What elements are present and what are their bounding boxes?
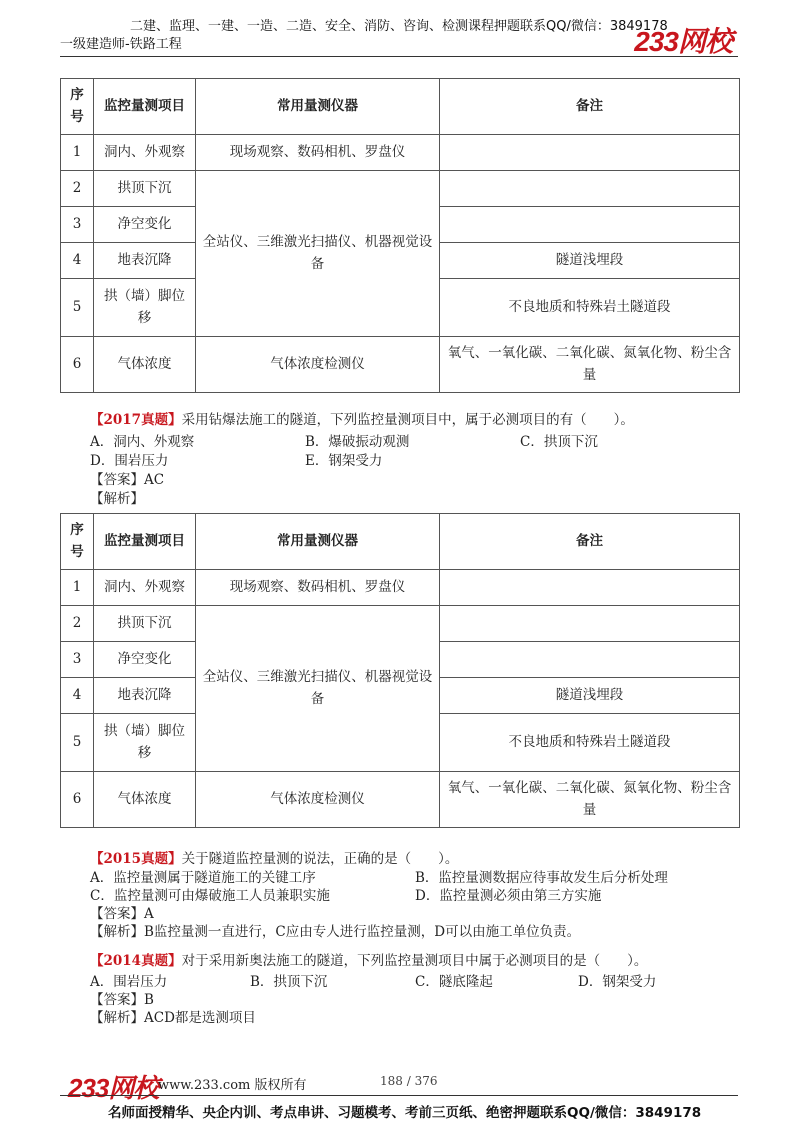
row-no: 2 bbox=[61, 606, 94, 642]
row-item: 拱（墙）脚位移 bbox=[94, 714, 196, 772]
header-no: 序号 bbox=[61, 79, 94, 135]
answer: 【答案】AC bbox=[90, 472, 165, 488]
document-subtitle: 一级建造师-铁路工程 bbox=[60, 37, 182, 52]
answer: 【答案】B bbox=[90, 992, 154, 1008]
option-c: C．拱顶下沉 bbox=[520, 434, 598, 450]
row-no: 4 bbox=[61, 243, 94, 279]
header-promo-text: 二建、监理、一建、一造、二造、安全、消防、咨询、检测课程押题联系QQ/微信：3849178 bbox=[130, 19, 668, 34]
answer: 【答案】A bbox=[90, 906, 154, 922]
row-note: 隧道浅埋段 bbox=[440, 243, 740, 279]
row-instrument: 全站仪、三维激光扫描仪、机器视觉设备 bbox=[196, 171, 440, 337]
row-no: 3 bbox=[61, 207, 94, 243]
row-item: 拱顶下沉 bbox=[94, 171, 196, 207]
question-2017 bbox=[90, 411, 634, 429]
option-b: B．爆破振动观测 bbox=[305, 434, 410, 450]
page-number: 188 / 376 bbox=[380, 1074, 438, 1088]
option-e: E．钢架受力 bbox=[305, 453, 383, 469]
row-note: 不良地质和特殊岩土隧道段 bbox=[440, 279, 740, 337]
row-no: 1 bbox=[61, 135, 94, 171]
table-row bbox=[61, 135, 740, 171]
option-a: A．洞内、外观察 bbox=[90, 434, 195, 450]
table-row bbox=[61, 606, 740, 642]
row-instrument: 全站仪、三维激光扫描仪、机器视觉设备 bbox=[196, 606, 440, 772]
row-note: 隧道浅埋段 bbox=[440, 678, 740, 714]
option-d: D．监控量测必须由第三方实施 bbox=[415, 888, 602, 904]
row-instrument: 气体浓度检测仪 bbox=[196, 772, 440, 828]
option-d: D．钢架受力 bbox=[578, 974, 657, 990]
row-item: 拱（墙）脚位移 bbox=[94, 279, 196, 337]
header-divider bbox=[60, 56, 738, 57]
option-d: D．围岩压力 bbox=[90, 453, 169, 469]
option-c: C．隧底隆起 bbox=[415, 974, 493, 990]
row-no: 5 bbox=[61, 714, 94, 772]
table-row bbox=[61, 171, 740, 207]
row-item: 气体浓度 bbox=[94, 337, 196, 393]
row-note bbox=[440, 207, 740, 243]
header-instrument: 常用量测仪器 bbox=[196, 514, 440, 570]
analysis: 【解析】ACD都是选测项目 bbox=[90, 1010, 256, 1026]
row-instrument: 气体浓度检测仪 bbox=[196, 337, 440, 393]
footer-logo: 233网校 bbox=[68, 1073, 159, 1103]
row-item: 洞内、外观察 bbox=[94, 135, 196, 171]
row-note bbox=[440, 135, 740, 171]
question-tag: 【2017真题】 bbox=[90, 412, 182, 428]
monitoring-table-1 bbox=[60, 78, 740, 393]
row-note bbox=[440, 570, 740, 606]
table-header-row bbox=[61, 514, 740, 570]
row-no: 1 bbox=[61, 570, 94, 606]
row-item: 洞内、外观察 bbox=[94, 570, 196, 606]
option-a: A．监控量测属于隧道施工的关键工序 bbox=[90, 870, 316, 886]
option-a: A．围岩压力 bbox=[90, 974, 168, 990]
question-stem: 对于采用新奥法施工的隧道，下列监控量测项目中属于必测项目的是（ ）。 bbox=[181, 953, 648, 969]
header-note: 备注 bbox=[440, 79, 740, 135]
row-instrument: 现场观察、数码相机、罗盘仪 bbox=[196, 135, 440, 171]
row-no: 2 bbox=[61, 171, 94, 207]
row-no: 6 bbox=[61, 772, 94, 828]
analysis: 【解析】 bbox=[90, 491, 144, 507]
row-note bbox=[440, 606, 740, 642]
monitoring-table-2 bbox=[60, 513, 740, 828]
header-item: 监控量测项目 bbox=[94, 79, 196, 135]
row-item: 气体浓度 bbox=[94, 772, 196, 828]
option-b: B．拱顶下沉 bbox=[250, 974, 328, 990]
header-no: 序号 bbox=[61, 514, 94, 570]
analysis: 【解析】B监控量测一直进行，C应由专人进行监控量测，D可以由施工单位负责。 bbox=[90, 924, 581, 940]
question-stem: 采用钻爆法施工的隧道，下列监控量测项目中，属于必测项目的有（ ）。 bbox=[181, 412, 634, 428]
question-2014 bbox=[90, 952, 647, 970]
row-note: 氧气、一氧化碳、二氧化碳、氮氧化物、粉尘含量 bbox=[440, 337, 740, 393]
row-note bbox=[440, 171, 740, 207]
row-item: 净空变化 bbox=[94, 207, 196, 243]
header-instrument: 常用量测仪器 bbox=[196, 79, 440, 135]
table-header-row bbox=[61, 79, 740, 135]
brand-logo: 233网校 bbox=[634, 26, 732, 57]
row-no: 5 bbox=[61, 279, 94, 337]
option-b: B．监控量测数据应待事故发生后分析处理 bbox=[415, 870, 668, 886]
table-row bbox=[61, 772, 740, 828]
footer-promo-text: 名师面授精华、央企内训、考点串讲、习题模考、考前三页纸、绝密押题联系QQ/微信：3849178 bbox=[108, 1105, 702, 1121]
row-note: 氧气、一氧化碳、二氧化碳、氮氧化物、粉尘含量 bbox=[440, 772, 740, 828]
question-tag: 【2015真题】 bbox=[90, 851, 182, 867]
row-no: 4 bbox=[61, 678, 94, 714]
row-note: 不良地质和特殊岩土隧道段 bbox=[440, 714, 740, 772]
table-row bbox=[61, 570, 740, 606]
row-note bbox=[440, 642, 740, 678]
header-note: 备注 bbox=[440, 514, 740, 570]
option-c: C．监控量测可由爆破施工人员兼职实施 bbox=[90, 888, 330, 904]
row-item: 拱顶下沉 bbox=[94, 606, 196, 642]
row-no: 3 bbox=[61, 642, 94, 678]
row-item: 净空变化 bbox=[94, 642, 196, 678]
question-stem: 关于隧道监控量测的说法，正确的是（ ）。 bbox=[181, 851, 459, 867]
row-instrument: 现场观察、数码相机、罗盘仪 bbox=[196, 570, 440, 606]
table-row bbox=[61, 337, 740, 393]
header-item: 监控量测项目 bbox=[94, 514, 196, 570]
row-no: 6 bbox=[61, 337, 94, 393]
question-tag: 【2014真题】 bbox=[90, 953, 182, 969]
footer-copyright: www.233.com 版权所有 bbox=[158, 1078, 307, 1093]
row-item: 地表沉降 bbox=[94, 243, 196, 279]
row-item: 地表沉降 bbox=[94, 678, 196, 714]
footer-divider bbox=[60, 1095, 738, 1096]
